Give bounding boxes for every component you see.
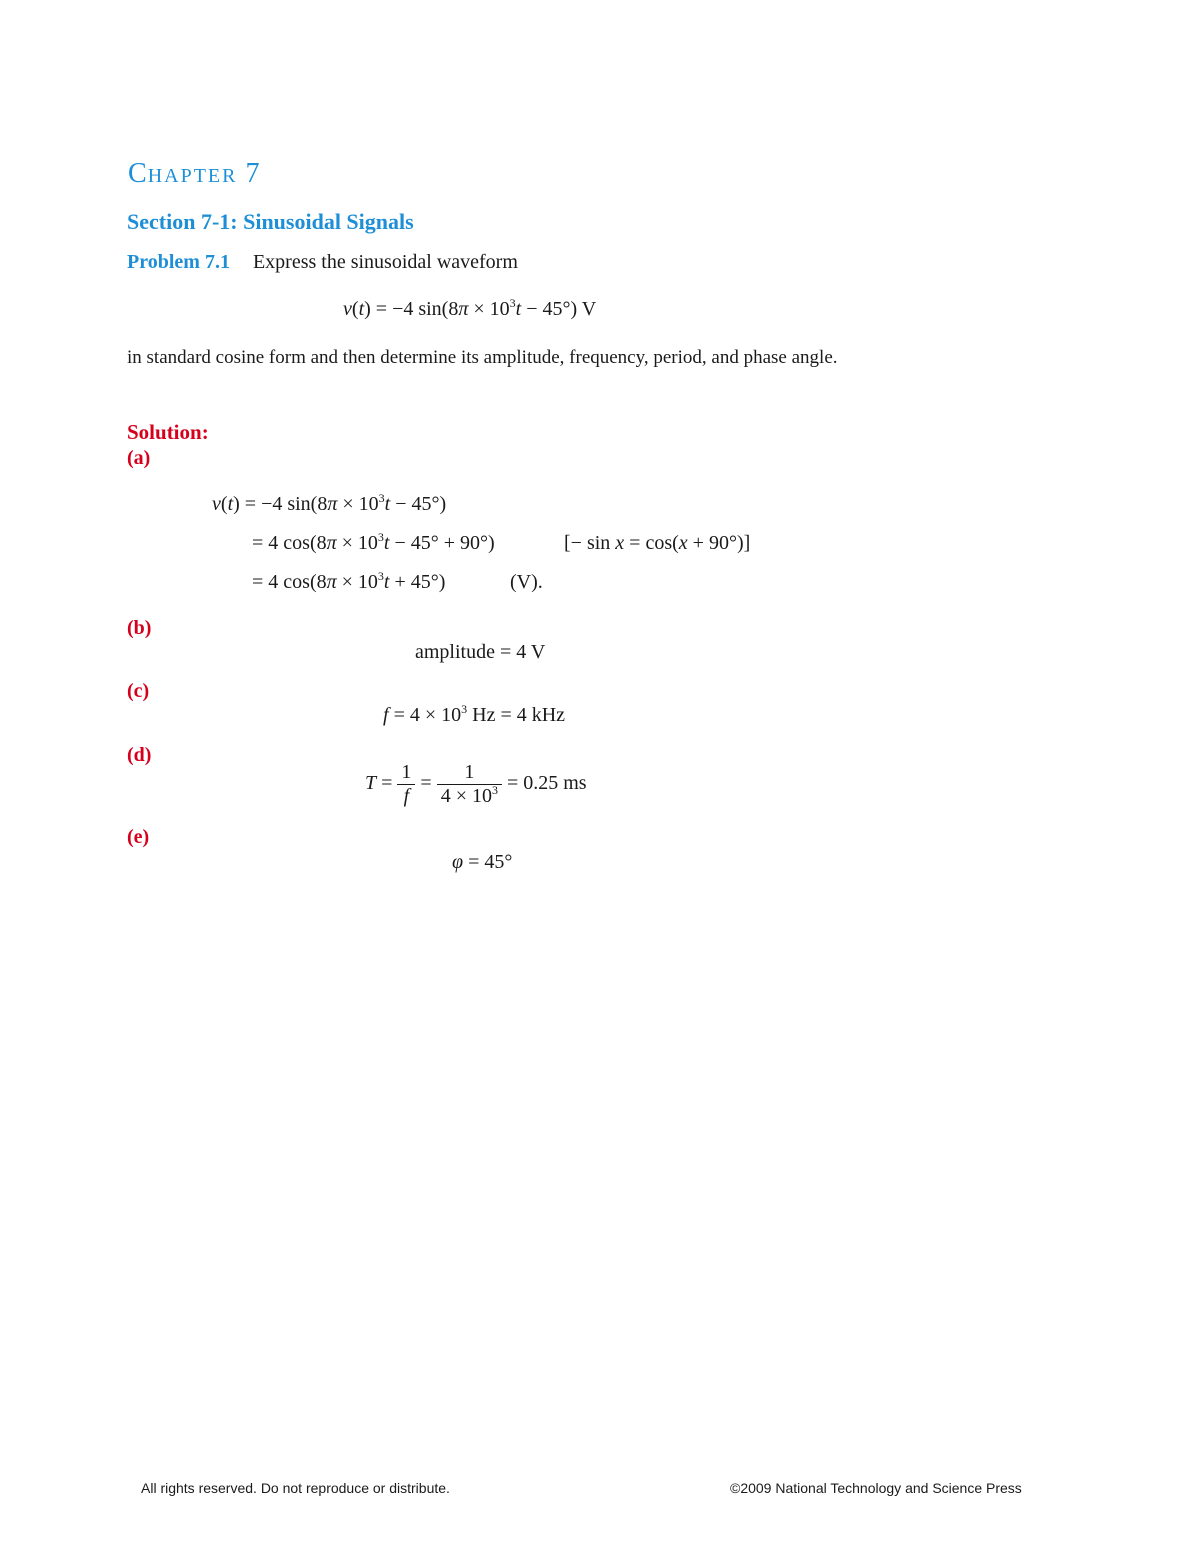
problem-label: Problem 7.1 bbox=[127, 251, 230, 273]
footer-copyright: ©2009 National Technology and Science Press bbox=[730, 1480, 1022, 1496]
part-d-equation: T = $\frac{1}{f}$ = $\frac{1}{4 \times 10^3}$ = 0.25 ms bbox=[365, 761, 587, 807]
fraction-one-over-f: $\frac{1}{f}$ bbox=[397, 761, 415, 808]
chapter-heading bbox=[128, 158, 260, 190]
section-title: Section 7-1: Sinusoidal Signals bbox=[127, 209, 414, 234]
chapter-word: HAPTER bbox=[147, 165, 238, 187]
part-b-equation: amplitude = 4 V bbox=[415, 641, 546, 663]
part-a-line1: v(t) = −4 $\sin(8\pi \times 10^3t - 45^\circ)$ bbox=[212, 491, 447, 515]
part-a-line3: = 4 $\cos(8\pi \times 10^3t + 45^\circ)$ bbox=[252, 569, 446, 593]
part-d-label: (d) bbox=[127, 744, 152, 766]
footer-rights: All rights reserved. Do not reproduce or distribute. bbox=[141, 1480, 450, 1496]
chapter-number: 7 bbox=[245, 158, 261, 189]
problem-intro: Express the sinusoidal waveform bbox=[252, 251, 518, 273]
part-c-equation: $f = 4 \times 10^3$ Hz = 4 kHz bbox=[383, 702, 566, 726]
part-e-label: (e) bbox=[127, 826, 150, 848]
part-a-identity-note: [− sin x = cos(x + 90°)] bbox=[564, 532, 751, 554]
part-a-label: (a) bbox=[127, 447, 151, 469]
part-c-label: (c) bbox=[127, 680, 150, 702]
chapter-prefix: C bbox=[128, 158, 148, 189]
problem-statement: in standard cosine form and then determine its amplitude, frequency, period, and phase angle. bbox=[127, 347, 838, 368]
given-equation: v(t) = −4 $\sin(8\pi \times 10^3t - 45^\circ)$ V bbox=[343, 296, 597, 320]
part-a-unit: (V). bbox=[510, 571, 543, 593]
part-e-equation: φ = 45° bbox=[452, 851, 513, 873]
part-b-label: (b) bbox=[127, 617, 152, 639]
fraction-one-over-4e3: $\frac{1}{4 \times 10^3}$ bbox=[437, 761, 502, 808]
part-a-line2: = 4 $\cos(8\pi \times 10^3t - 45^\circ + 90^\circ)$ bbox=[252, 530, 495, 554]
solution-heading: Solution: bbox=[127, 420, 209, 444]
problem-intro-line bbox=[127, 251, 518, 274]
